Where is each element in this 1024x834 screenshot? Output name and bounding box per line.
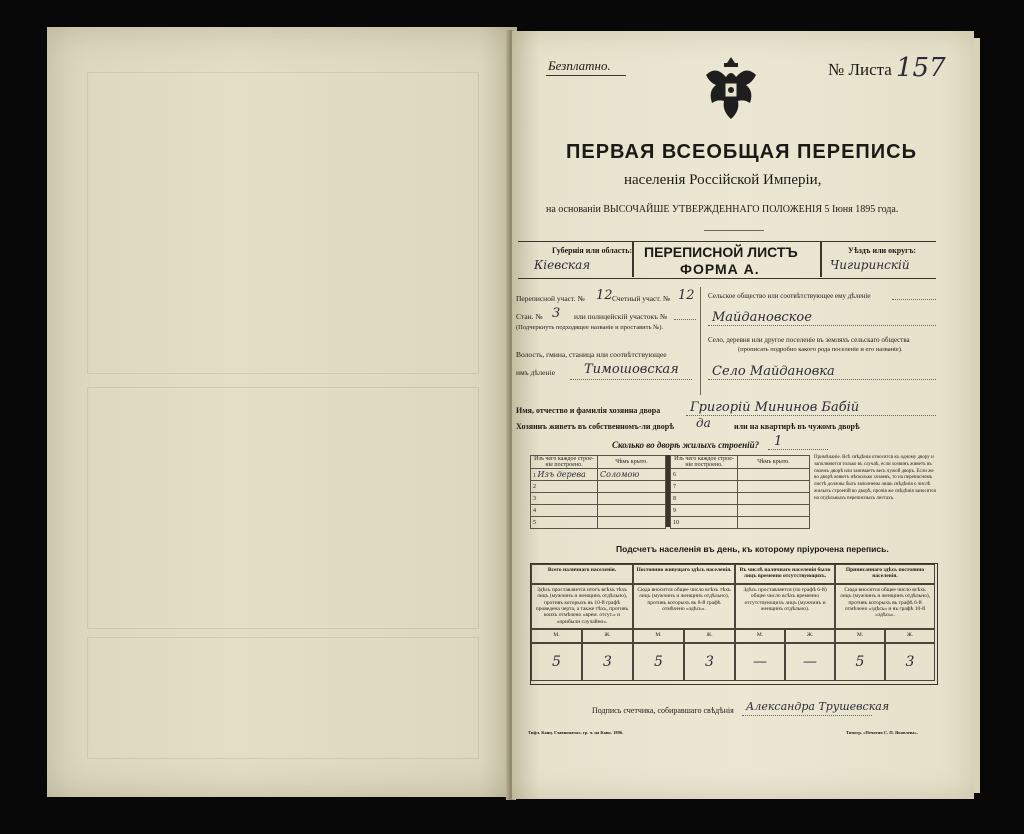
group3-f-value: — — [785, 643, 835, 681]
band-divider-right — [820, 241, 822, 277]
group4-desc: Сюда вносится общее число всѣхъ лицъ (мужчинъ и женщинъ отдѣльно), противъ которыхъ въ графѣ 6-й отмѣчено «здѣсь» и въ графѣ 10-й «здѣсь». — [835, 584, 935, 629]
group1-desc: Здѣсь проставляется итогъ всѣхъ тѣхъ лицъ (мужчинъ и женщинъ отдѣльно), противъ которыхъ въ 10-й графѣ проведена черта, а также тѣхъ, противъ коихъ отмѣчено «врем. отсут.» и «прибыли случайно». — [531, 584, 633, 629]
table-row — [531, 493, 666, 505]
census-district-label: Переписной участ. № — [516, 294, 585, 303]
fields-divider — [700, 287, 701, 395]
buildings-value: 1 — [774, 434, 783, 449]
volost-value: Тимошовская — [584, 362, 679, 377]
sheet-number-value: 157 — [896, 53, 946, 83]
sheet-number-label: № Листа — [828, 60, 892, 79]
table-row — [531, 469, 666, 481]
printer-note-left: Тифл. Канц. Главноначал. гр. ч. на Кавк. 1896. — [528, 730, 624, 735]
group3-f-label: Ж. — [785, 629, 835, 643]
society-value: Майдановское — [712, 310, 812, 325]
signature-line — [742, 715, 872, 716]
row1-roof: Соломою — [598, 469, 666, 481]
group1-f-label: Ж. — [582, 629, 633, 643]
roof-header: Чѣмъ крыто. — [598, 456, 666, 469]
counter-signature: Александра Трушевская — [746, 700, 890, 713]
district-value: Чигиринскій — [830, 258, 910, 272]
material-header: Изъ чего каждое строе-ніе построено. — [531, 456, 598, 469]
printer-note-right: Типогр. «Печатня С. П. Яковлева». — [846, 730, 918, 735]
buildings-table-left — [530, 455, 666, 529]
sheet-title: ПЕРЕПИСНОЙ ЛИСТЪ — [644, 244, 798, 260]
society-line-1 — [892, 299, 936, 300]
census-district-value: 12 — [596, 288, 613, 303]
row-number: 3 — [531, 493, 598, 505]
table-row — [671, 469, 810, 481]
footnote: Примѣчаніе. Всѣ свѣдѣнія относятся къ одному двору и заполняются только въ случаѣ, если хозяинъ живетъ въ своемъ дворѣ или занимаетъ весь чужой дворъ. Если же во дворѣ живетъ нѣсколько хозяевъ, то на переписномъ листѣ должны быть заполнены лишь свѣдѣнія о числѣ жилыхъ строеній во дворѣ, прочія же свѣдѣнія заносятся на отдѣльныхъ переписныхъ листахъ. — [814, 455, 936, 501]
owner-value: Григорій Мининов Бабій — [690, 400, 860, 415]
group2-desc: Сюда вносится общее число всѣхъ тѣхъ лицъ (мужчинъ и женщинъ отдѣльно), противъ которыхъ въ 8-й графѣ отмѣчено «здѣсь». — [633, 584, 735, 629]
row-number: 2 — [531, 481, 598, 493]
main-title: ПЕРВАЯ ВСЕОБЩАЯ ПЕРЕПИСЬ — [566, 141, 917, 163]
group2-m-label: М. — [633, 629, 684, 643]
police-district-label: или полицейскій участокъ № — [574, 312, 668, 321]
society-line-2 — [708, 325, 936, 326]
row-number: 8 — [671, 493, 738, 505]
row-number: 5 — [531, 517, 598, 529]
group3-m-value: — — [735, 643, 785, 681]
buildings-line — [768, 449, 828, 450]
summary-heading: Подсчетъ населенія въ день, къ которому пріурочена перепись. — [616, 544, 889, 554]
table-row — [671, 493, 810, 505]
buildings-label: Сколько во дворѣ жилыхъ строеній? — [612, 440, 760, 450]
buildings-table-right — [670, 455, 810, 529]
group1-m-label: М. — [531, 629, 582, 643]
table-row — [531, 517, 666, 529]
table-row — [671, 481, 810, 493]
camp-label: Стан. № — [516, 312, 543, 321]
band-divider-left — [632, 241, 634, 277]
counting-district-value: 12 — [678, 288, 695, 303]
free-label: Безплатно. — [548, 58, 611, 73]
group2-title: Постоянно живущаго здѣсь населенія. — [633, 564, 735, 584]
police-district-line — [674, 319, 696, 320]
volost-line — [570, 379, 692, 380]
table-row — [531, 505, 666, 517]
group1-title: Всего наличнаго населенія. — [531, 564, 633, 584]
group4-f-value: 3 — [885, 643, 935, 681]
row-number: 1 — [533, 473, 536, 479]
residence-value: да — [696, 416, 711, 430]
volost-label: Волость, гмина, станица или соотвѣтствующее — [516, 350, 667, 359]
group1-f-value: 3 — [582, 643, 633, 681]
signature-label: Подпись счетчика, собиравшаго свѣдѣнія — [592, 706, 734, 715]
village-line — [708, 379, 936, 380]
row-number: 7 — [671, 481, 738, 493]
double-headed-eagle-icon — [698, 53, 764, 127]
table-row — [671, 517, 810, 529]
volost-label-2: имъ дѣленіе — [516, 368, 555, 377]
group4-m-label: М. — [835, 629, 885, 643]
group2-f-value: 3 — [684, 643, 735, 681]
row1-material: Изъ дерева — [537, 470, 586, 479]
basis-line: на основаніи ВЫСОЧАЙШЕ УТВЕРЖДЕННАГО ПОЛОЖЕНІЯ 5 Іюня 1895 года. — [546, 204, 899, 215]
district-label: Уѣздъ или округъ: — [848, 246, 917, 255]
subtitle: населенія Россійской Имперіи, — [624, 172, 822, 188]
group3-title: Въ числѣ наличнаго населенія было лицъ временно отсутствующихъ. — [735, 564, 835, 584]
group3-m-label: М. — [735, 629, 785, 643]
table-row — [671, 505, 810, 517]
group3-desc: Здѣсь проставляется (по графѣ 6-й) общее число всѣхъ временно отсутствующихъ лицъ (мужчинъ и женщинъ отдѣльно). — [735, 584, 835, 629]
village-label: Село, деревня или другое поселеніе въ земляхъ сельскаго общества — [708, 336, 910, 344]
table-header-row — [531, 456, 666, 469]
material-header-right: Изъ чего каждое строе-ніе построено. — [671, 456, 738, 469]
group4-f-label: Ж. — [885, 629, 935, 643]
group4-m-value: 5 — [835, 643, 885, 681]
underline-note: (Подчеркнуть подходящее названіе и проставить №). — [516, 324, 664, 331]
left-page — [47, 27, 517, 797]
owner-label: Имя, отчество и фамилія хозяина двора — [516, 406, 661, 415]
province-label: Губернія или область: — [552, 246, 633, 255]
ornament-divider — [704, 230, 764, 231]
form-title: ФОРМА А. — [680, 261, 760, 277]
row-number: 4 — [531, 505, 598, 517]
row-number: 10 — [671, 517, 738, 529]
group2-m-value: 5 — [633, 643, 684, 681]
village-note: (прописать подробно какого рода поселеніе и его названіе). — [738, 346, 903, 353]
group2-f-label: Ж. — [684, 629, 735, 643]
province-value: Кіевская — [534, 258, 591, 272]
row-number: 6 — [671, 469, 738, 481]
group4-title: Приписаннаго здѣсь постоянно населенія. — [835, 564, 935, 584]
free-underline — [546, 75, 626, 76]
owner-line — [686, 415, 936, 416]
residence-label-2: или на квартирѣ въ чужомъ дворѣ — [734, 422, 860, 431]
society-label: Сельское общество или соотвѣтствующее ему дѣленіе — [708, 292, 871, 300]
row-number: 9 — [671, 505, 738, 517]
table-row — [531, 481, 666, 493]
counting-district-label: Счетный участ. № — [612, 294, 671, 303]
camp-value: 3 — [552, 306, 561, 321]
census-form-page — [512, 31, 974, 799]
table-header-row — [671, 456, 810, 469]
group1-m-value: 5 — [531, 643, 582, 681]
village-value: Село Майдановка — [712, 364, 835, 379]
roof-header-right: Чѣмъ крыто. — [738, 456, 810, 469]
residence-label: Хозяинъ живетъ въ собственномъ-ли дворѣ — [516, 422, 675, 431]
